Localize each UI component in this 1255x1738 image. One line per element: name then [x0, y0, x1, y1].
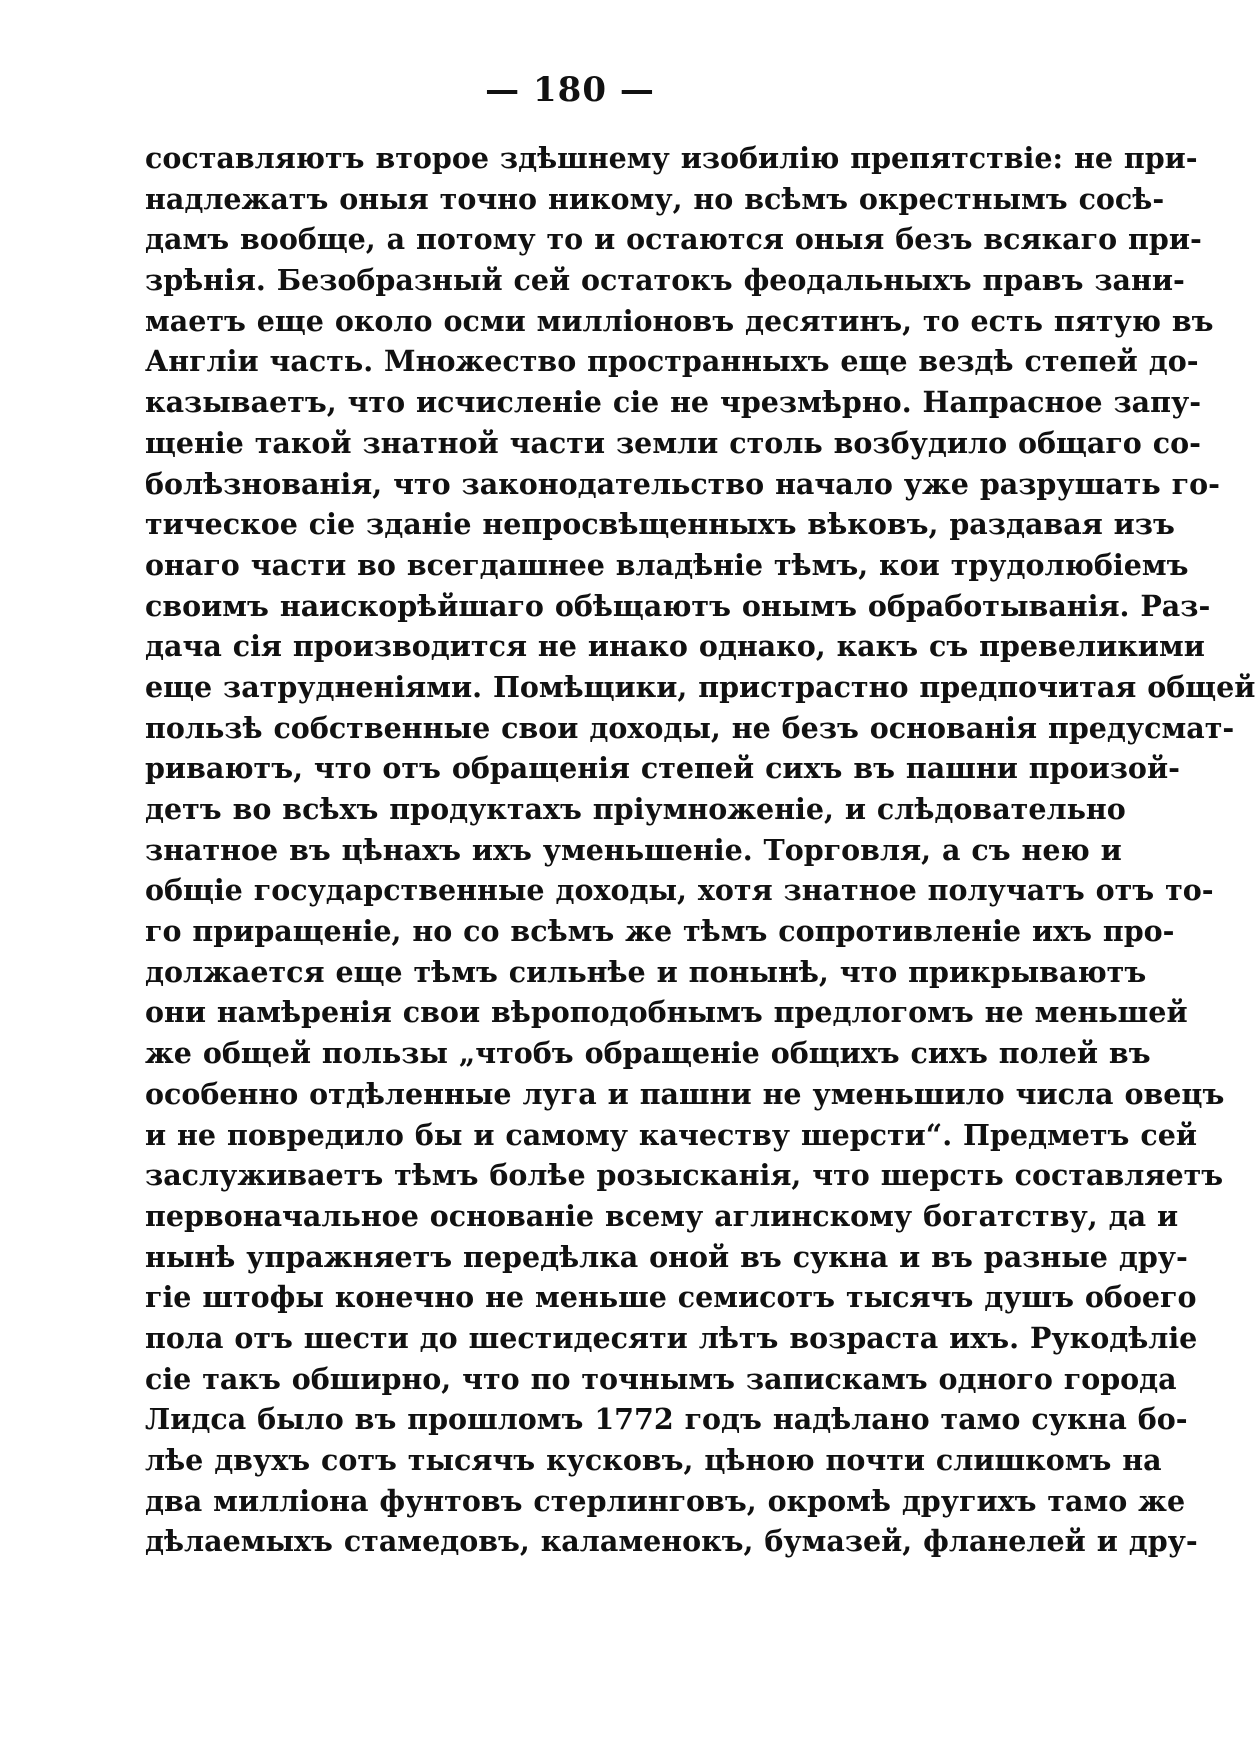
text-line: надлежатъ оныя точно никому, но всѣмъ окрестнымъ сосѣ- — [145, 181, 1165, 216]
text-line: своимъ наискорѣйшаго обѣщаютъ онымъ обработыванія. Раз- — [145, 588, 1211, 623]
text-line: должается еще тѣмъ сильнѣе и понынѣ, что прикрываютъ — [145, 954, 1147, 989]
text-line: и не повредило бы и самому качеству шерсти“. Предметъ сей — [145, 1117, 1197, 1152]
text-line: еще затрудненіями. Помѣщики, пристрастно предпочитая общей — [145, 669, 1255, 704]
text-line: риваютъ, что отъ обращенія степей сихъ въ пашни произой- — [145, 751, 1180, 786]
text-line: онаго части во всегдашнее владѣніе тѣмъ, кои трудолюбіемъ — [145, 547, 1189, 582]
text-line: гіе штофы конечно не меньше семисотъ тысячъ душъ обоего — [145, 1280, 1197, 1315]
text-line: особенно отдѣленные луга и пашни не уменьшило числа овецъ — [145, 1076, 1225, 1111]
text-line: детъ во всѣхъ продуктахъ пріумноженіе, и слѣдовательно — [145, 792, 1126, 826]
text-line: пользѣ собственные свои доходы, не безъ основанія предусмат- — [145, 710, 1235, 745]
text-line: маетъ еще около осми милліоновъ десятинъ, то есть пятую въ — [145, 303, 1214, 338]
text-line: сіе такъ обширно, что по точнымъ запискамъ одного города — [145, 1361, 1177, 1396]
text-line: болѣзнованія, что законодательство начало уже разрушать го- — [145, 466, 1220, 501]
text-line: Англіи часть. Множество пространныхъ еще вездѣ степей до- — [145, 344, 1199, 379]
text-line: щеніе такой знатной части земли столь возбудило общаго со- — [145, 425, 1201, 460]
text-line: го приращеніе, но со всѣмъ же тѣмъ сопротивленіе ихъ про- — [145, 914, 1175, 949]
text-line: они намѣренія свои вѣроподобнымъ предлогомъ не меньшей — [145, 995, 1188, 1030]
text-line: знатное въ цѣнахъ ихъ уменьшеніе. Торговля, а съ нею и — [145, 832, 1122, 867]
text-line: общіе государственные доходы, хотя знатное получатъ отъ то- — [145, 873, 1214, 908]
text-line: первоначальное основаніе всему аглинскому богатству, да и — [145, 1198, 1179, 1233]
text-line: два милліона фунтовъ стерлинговъ, окромѣ другихъ тамо же — [145, 1483, 1186, 1518]
text-line: лѣе двухъ сотъ тысячъ кусковъ, цѣною почти слишкомъ на — [145, 1443, 1162, 1477]
page-number: — 180 — — [485, 70, 655, 110]
text-line: пола отъ шести до шестидесяти лѣтъ возраста ихъ. Рукодѣліе — [145, 1320, 1198, 1355]
text-line: дѣлаемыхъ стамедовъ, каламенокъ, бумазей, фланелей и дру- — [145, 1524, 1198, 1559]
text-line: заслуживаетъ тѣмъ болѣе розысканія, что шерсть составляетъ — [145, 1158, 1224, 1193]
text-line: составляютъ второе здѣшнему изобилію препятствіе: не при- — [145, 141, 1198, 175]
text-line: же общей пользы „чтобъ обращеніе общихъ сихъ полей въ — [145, 1036, 1151, 1071]
text-line: нынѣ упражняетъ передѣлка оной въ сукна и въ разные дру- — [145, 1239, 1188, 1274]
text-line: зрѣнія. Безобразный сей остатокъ феодальныхъ правъ зани- — [145, 263, 1185, 298]
text-line: тическое сіе зданіе непросвѣщенныхъ вѣковъ, раздавая изъ — [145, 507, 1175, 542]
text-line: дача сія производится не инако однако, какъ съ превеликими — [145, 629, 1205, 664]
text-line: Лидса было въ прошломъ 1772 годъ надѣлано тамо сукна бо- — [145, 1402, 1188, 1437]
text-line: дамъ вообще, а потому то и остаются оныя безъ всякаго при- — [145, 222, 1202, 257]
text-line: казываетъ, что исчисленіе сіе не чрезмѣрно. Напрасное запу- — [145, 385, 1202, 420]
body-text — [145, 138, 1255, 1562]
